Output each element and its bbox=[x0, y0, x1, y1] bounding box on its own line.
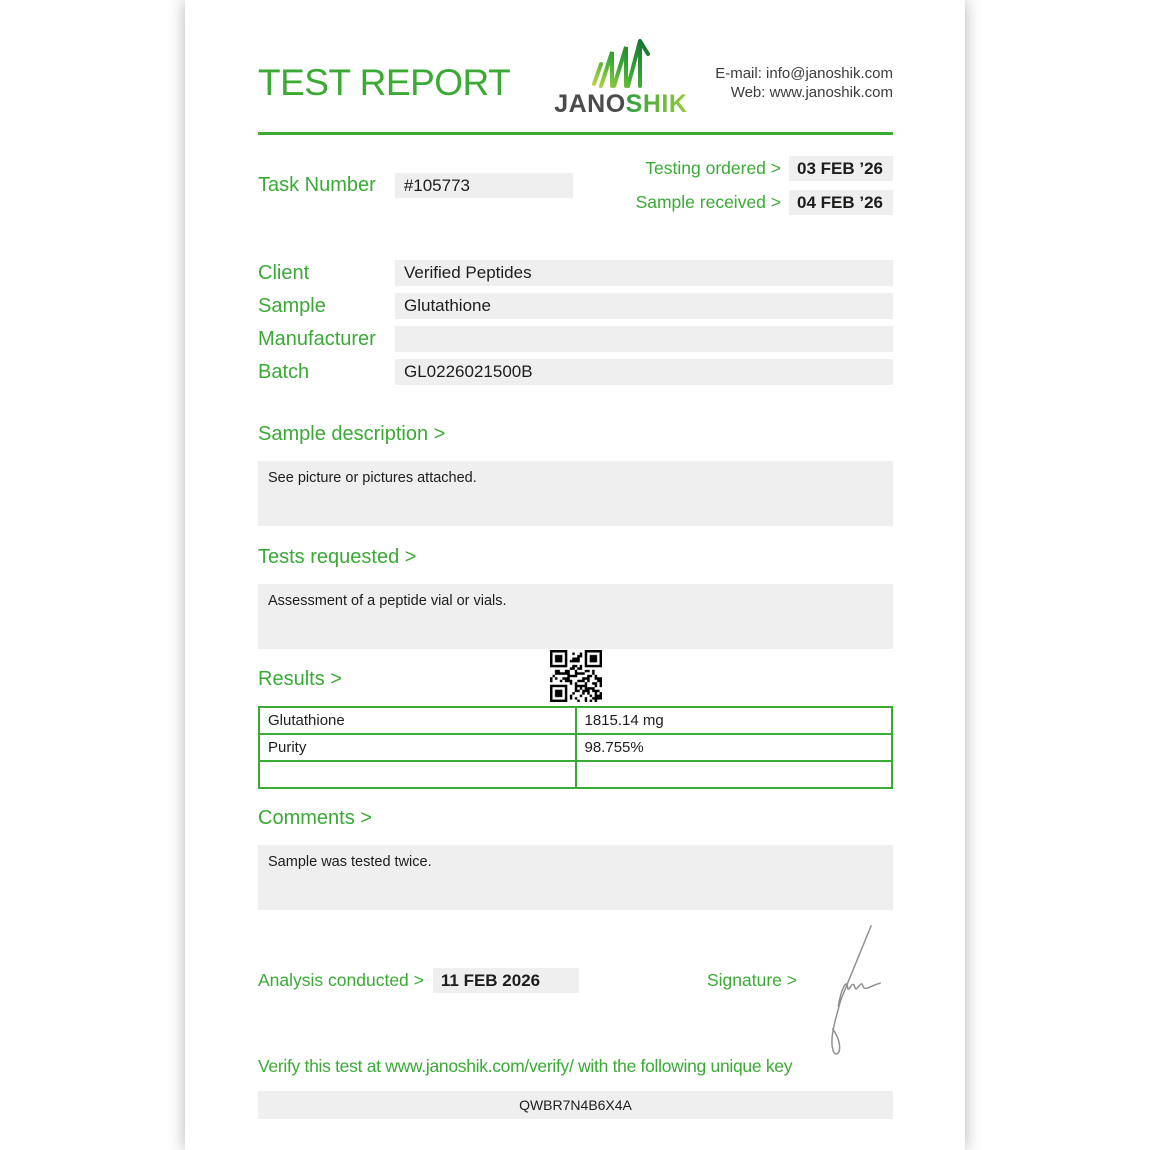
results-row bbox=[259, 734, 892, 761]
task-row bbox=[258, 156, 893, 215]
report-header bbox=[258, 30, 893, 119]
signature-label: Signature > bbox=[707, 970, 797, 990]
results-header bbox=[258, 649, 893, 704]
tests-requested-heading: Tests requested > bbox=[258, 546, 417, 568]
analysis-conducted-label: Analysis conducted > bbox=[258, 970, 424, 990]
verify-key: QWBR7N4B6X4A bbox=[258, 1091, 893, 1119]
comments-box: Sample was tested twice. bbox=[258, 845, 893, 910]
detail-row-client bbox=[258, 260, 893, 286]
header-divider bbox=[258, 132, 893, 135]
contact-web: Web: www.janoshik.com bbox=[730, 84, 893, 101]
verify-text: Verify this test at www.janoshik.com/verify/ with the following unique key bbox=[258, 1056, 793, 1076]
client-label: Client bbox=[258, 261, 310, 284]
tests-requested-box: Assessment of a peptide vial or vials. bbox=[258, 584, 893, 649]
sample-received-row bbox=[636, 190, 893, 215]
detail-row-sample bbox=[258, 293, 893, 319]
signature bbox=[811, 920, 893, 1070]
qr-code bbox=[550, 650, 602, 702]
contact-block bbox=[715, 30, 893, 102]
testing-ordered-label: Testing ordered > bbox=[645, 158, 781, 178]
results-heading: Results > bbox=[258, 668, 342, 690]
contact-email: E-mail: info@janoshik.com bbox=[715, 65, 893, 82]
result-value: 1815.14 mg bbox=[576, 707, 893, 734]
result-name: Purity bbox=[259, 734, 576, 761]
analysis-conducted-value: 11 FEB 2026 bbox=[433, 968, 579, 993]
result-value bbox=[576, 761, 893, 788]
logo-chart-icon bbox=[588, 38, 654, 90]
details-block bbox=[258, 260, 893, 385]
sample-label: Sample bbox=[258, 294, 326, 317]
batch-label: Batch bbox=[258, 360, 310, 383]
task-number-value: #105773 bbox=[395, 173, 573, 198]
manufacturer-value bbox=[395, 326, 893, 352]
testing-ordered-value: 03 FEB ’26 bbox=[789, 156, 893, 181]
results-row bbox=[259, 707, 892, 734]
detail-row-batch bbox=[258, 359, 893, 385]
signature-group bbox=[707, 968, 893, 1070]
task-number-label: Task Number bbox=[258, 174, 376, 196]
page-title: TEST REPORT bbox=[258, 62, 511, 103]
testing-ordered-row bbox=[636, 156, 893, 181]
result-value: 98.755% bbox=[576, 734, 893, 761]
analysis-signature-row bbox=[258, 968, 893, 994]
brand-name-right: SHIK bbox=[625, 90, 688, 118]
client-value: Verified Peptides bbox=[395, 260, 893, 286]
sample-value: Glutathione bbox=[395, 293, 893, 319]
sample-description-box: See picture or pictures attached. bbox=[258, 461, 893, 526]
brand-logo bbox=[554, 30, 687, 119]
manufacturer-label: Manufacturer bbox=[258, 327, 376, 350]
brand-name-left: JANO bbox=[554, 90, 626, 118]
result-name bbox=[259, 761, 576, 788]
sample-description-heading: Sample description > bbox=[258, 423, 446, 445]
sample-received-label: Sample received > bbox=[635, 192, 781, 212]
report-page bbox=[185, 0, 965, 1150]
results-row bbox=[259, 761, 892, 788]
detail-row-manufacturer bbox=[258, 326, 893, 352]
comments-heading: Comments > bbox=[258, 807, 372, 829]
sample-received-value: 04 FEB ’26 bbox=[789, 190, 893, 215]
dates-block bbox=[636, 156, 893, 215]
brand-name bbox=[554, 90, 687, 119]
results-table bbox=[258, 706, 893, 789]
batch-value: GL0226021500B bbox=[395, 359, 893, 385]
result-name: Glutathione bbox=[259, 707, 576, 734]
